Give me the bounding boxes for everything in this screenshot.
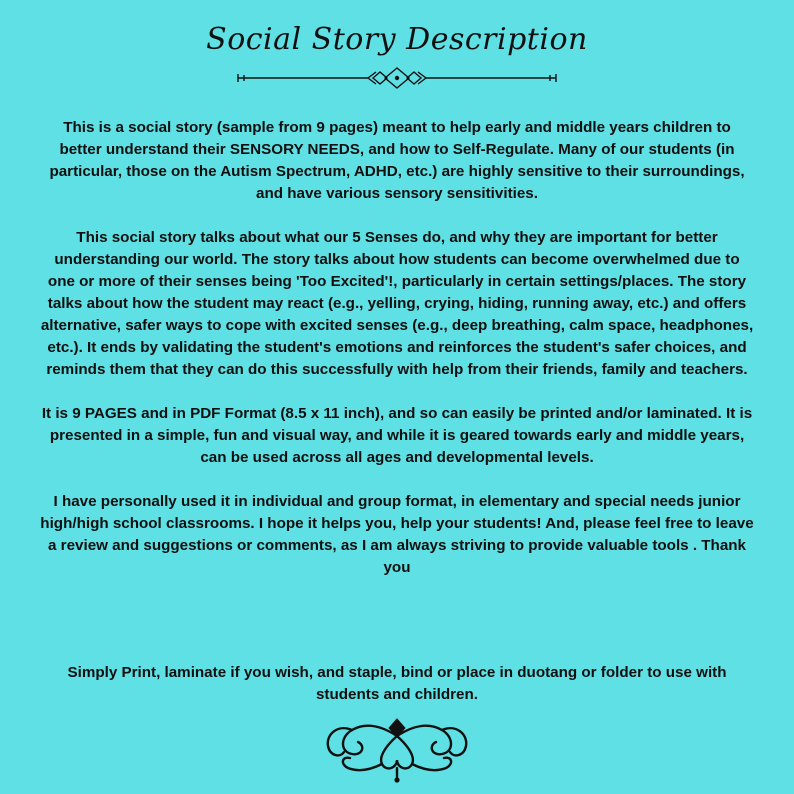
- ornamental-divider-icon: [230, 66, 564, 90]
- paragraph-format: It is 9 PAGES and in PDF Format (8.5 x 11 inch), and so can easily be printed and/or laminated. It is presented in a simple, fun and visual way, and while it is geared towards early and middle years, can be used across all ages and developmental levels.: [41, 405, 753, 466]
- page-title: Social Story Description: [206, 22, 588, 57]
- paragraph-intro: This is a social story (sample from 9 pages) meant to help early and middle years children to better understand their SENSORY NEEDS, and how to Self-Regulate. Many of our students (in particular, those on the Autism Spectrum, ADHD, etc.) are highly sensitive to their surroundings, and have various sensory sensitivities.: [49, 119, 745, 202]
- scroll-flourish-icon: [322, 712, 472, 784]
- closing-instructions: Simply Print, laminate if you wish, and staple, bind or place in duotang or folder to use with students and children.: [67, 664, 727, 703]
- description-body: [40, 117, 754, 601]
- paragraph-personal-use: I have personally used it in individual and group format, in elementary and special needs junior high/high school classrooms. I hope it helps you, help your students! And, please feel free to leave a review and suggestions or comments, as I am always striving to provide valuable tools . Thank you: [40, 493, 754, 576]
- paragraph-story-summary: This social story talks about what our 5 Senses do, and why they are important for better understanding our world. The story talks about how students can become overwhelmed due to one or more of their senses being 'Too Excited'!, particularly in certain settings/places. The story talks about how the student may react (e.g., yelling, crying, hiding, running away, etc.) and offers alternative, safer ways to cope with excited senses (e.g., deep breathing, calm space, headphones, etc.). It ends by validating the student's emotions and reinforces the student's safer choices, and reminds them that they can do this successfully with help from their friends, family and teachers.: [40, 229, 754, 378]
